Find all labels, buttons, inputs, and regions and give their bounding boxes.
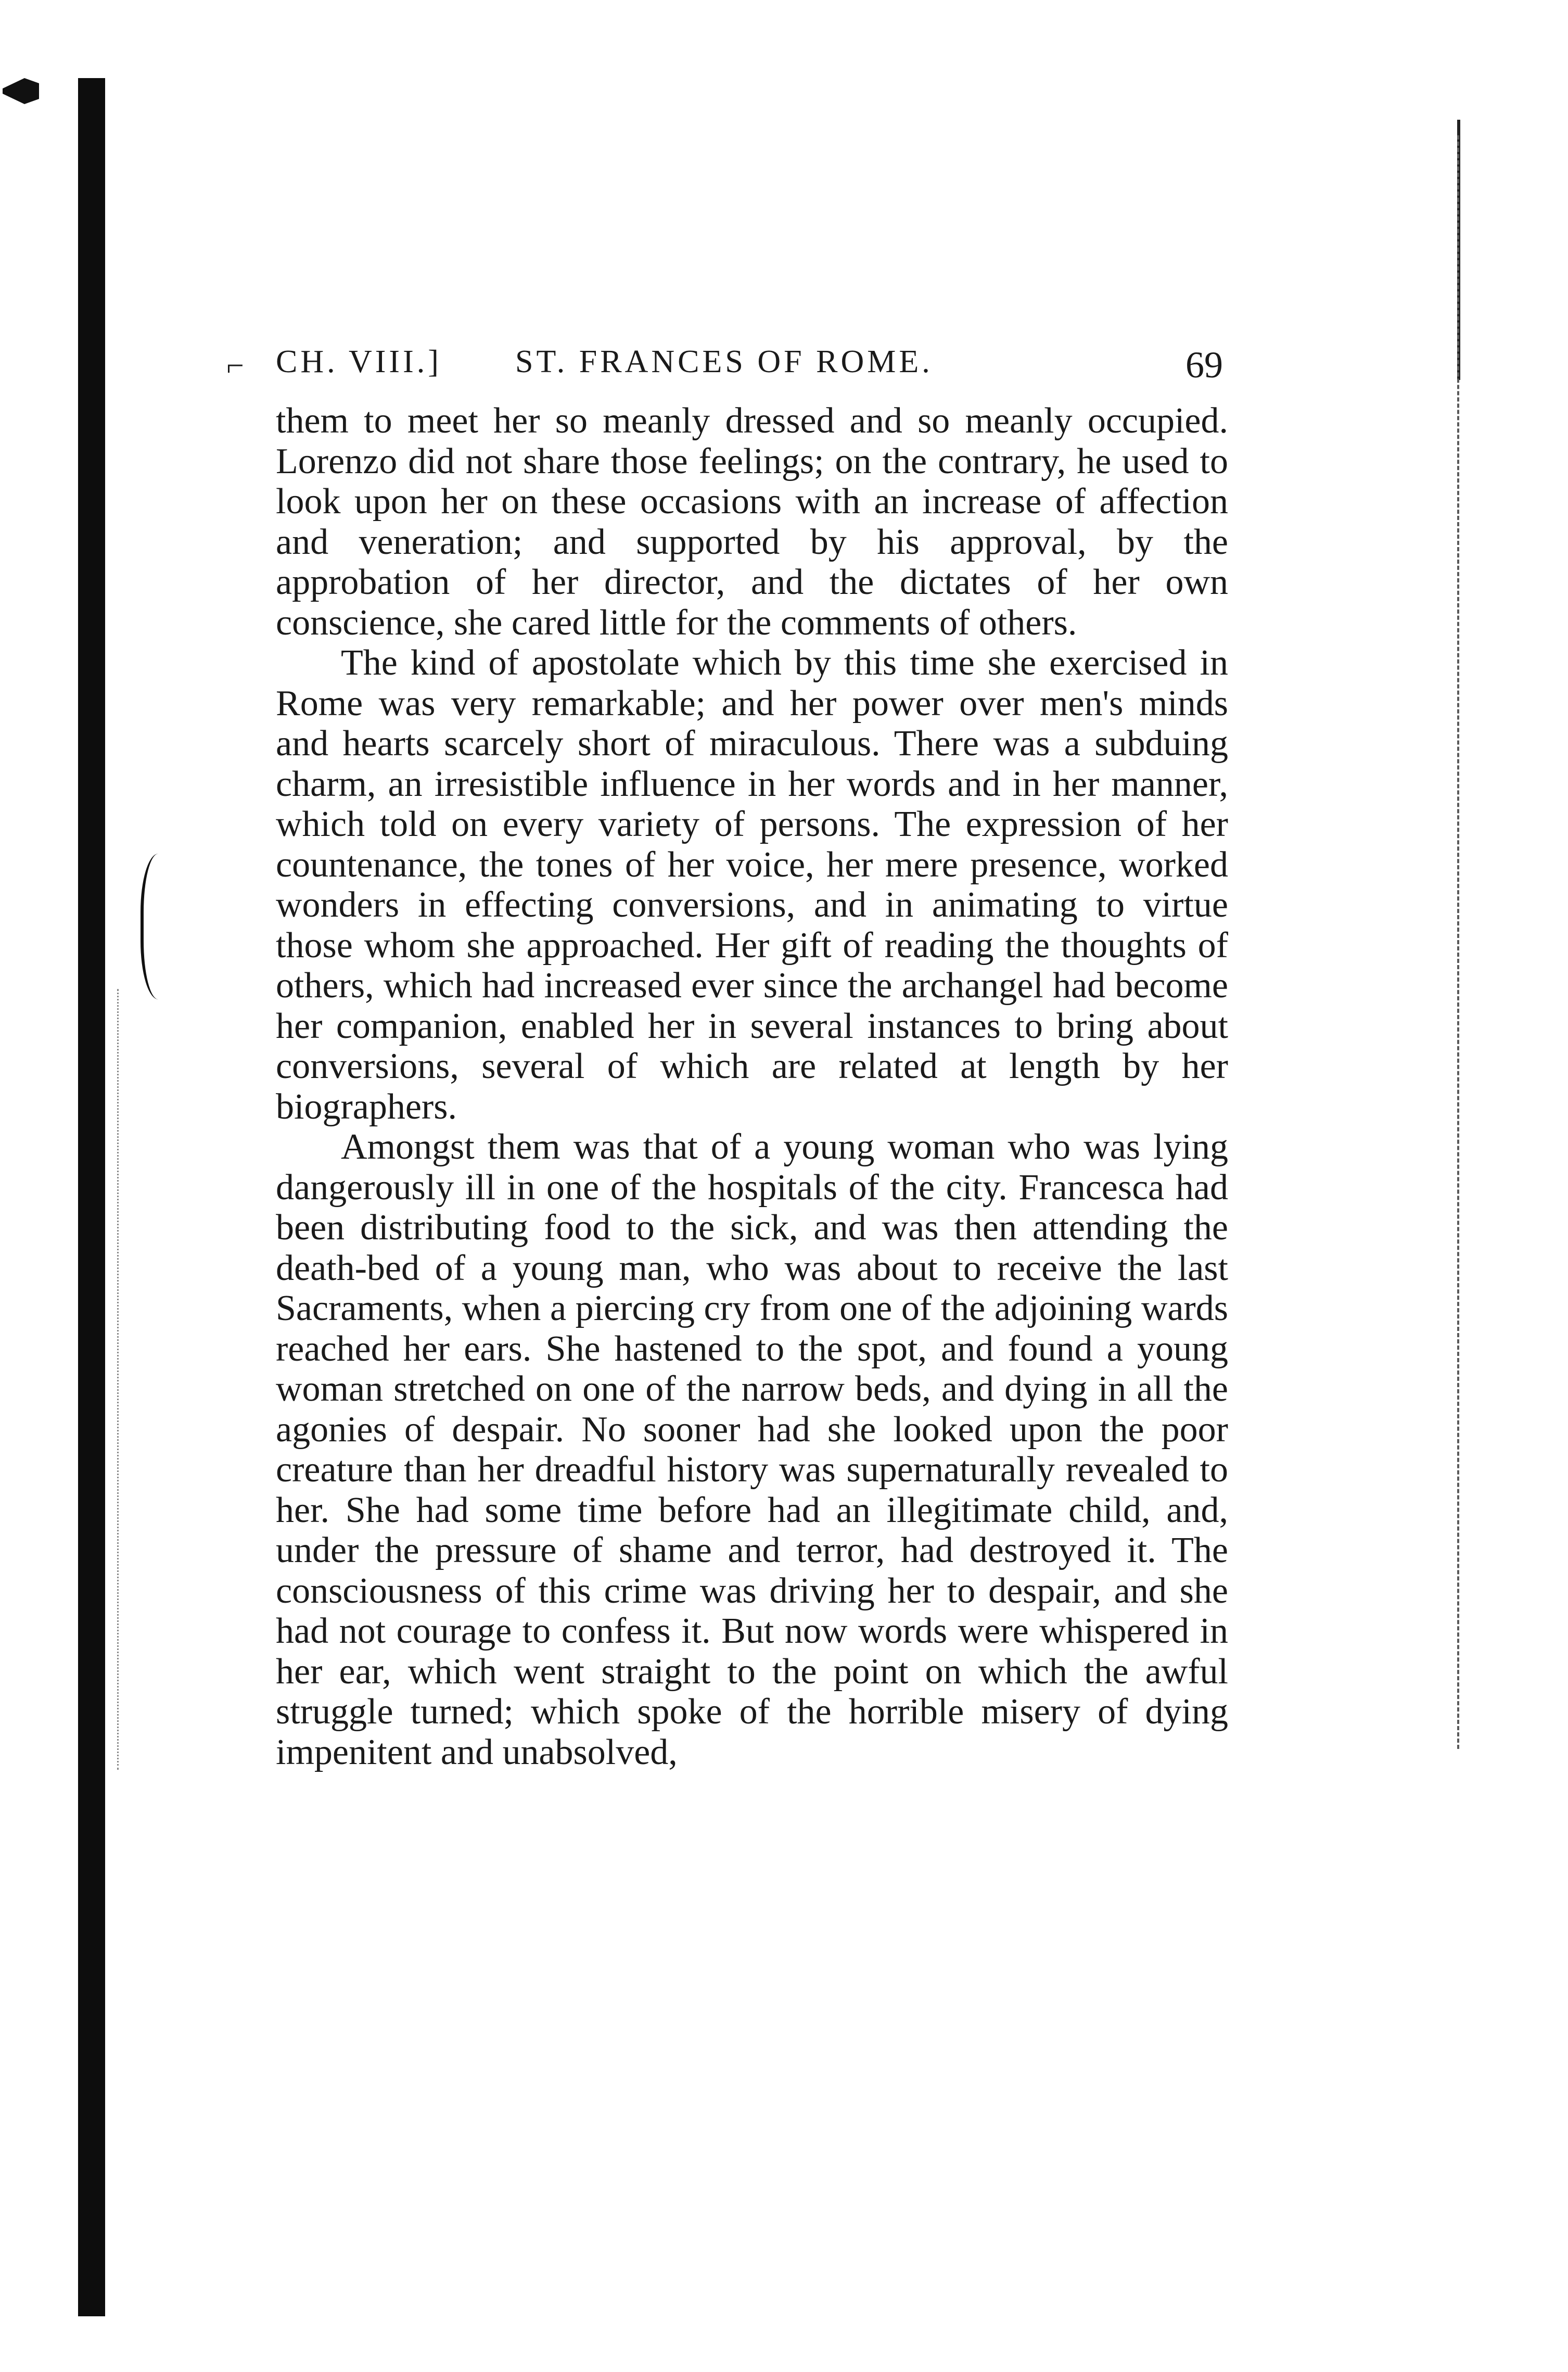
scan-edge-right <box>1457 135 1461 1749</box>
margin-bracket-mark <box>141 854 185 999</box>
body-text <box>276 401 1228 1772</box>
binding-gutter <box>78 78 105 2316</box>
binding-notch <box>3 78 39 104</box>
page-number: 69 <box>1185 344 1223 386</box>
paragraph-young-woman: Amongst them was that of a young woman who was lying dangerously ill in one of the hospitals of the city. Francesca had been distributing food to the sick, and was then attending the death-bed of a young man, who was about to receive the last Sacraments, when a piercing cry from one of the adjoining wards reached her ears. She hastened to the spot, and found a young woman stretched on one of the narrow beds, and dying in all the agonies of despair. No sooner had she looked upon the poor creature than her dreadful history was supernaturally revealed to her. She had some time before had an illegitimate child, and, under the pressure of shame and terror, had destroyed it. The consciousness of this crime was driving her to despair, and she had not courage to confess it. But now words were whispered in her ear, which went straight to the point on which the awful struggle turned; which spoke of the horrible misery of dying impenitent and unabsolved, <box>276 1127 1228 1772</box>
paragraph-continued: them to meet her so meanly dressed and so meanly occupied. Lorenzo did not share those feelings; on the contrary, he used to look upon her on these occasions with an increase of affection and veneration; and supported by his approval, by the approbation of her director, and the dictates of her own conscience, she cared little for the comments of others. <box>276 401 1228 643</box>
chapter-label: CH. VIII.] <box>276 344 442 379</box>
margin-tick-mark: ⌐ <box>226 348 247 383</box>
paragraph-apostolate: The kind of apostolate which by this time she exercised in Rome was very remarkable; and her power over men's minds and hearts scarcely short of miraculous. There was a subduing charm, an irresistible influence in her words and in her manner, which told on every variety of persons. The expression of her countenance, the tones of her voice, her mere presence, worked wonders in effecting conversions, and in animating to virtue those whom she approached. Her gift of reading the thoughts of others, which had increased ever since the archangel had become her companion, enabled her in several instances to bring about conversions, several of which are related at length by her biographers. <box>276 643 1228 1127</box>
scan-edge-left <box>117 989 120 1770</box>
running-head <box>226 344 1223 396</box>
book-title: ST. FRANCES OF ROME. <box>515 344 933 379</box>
